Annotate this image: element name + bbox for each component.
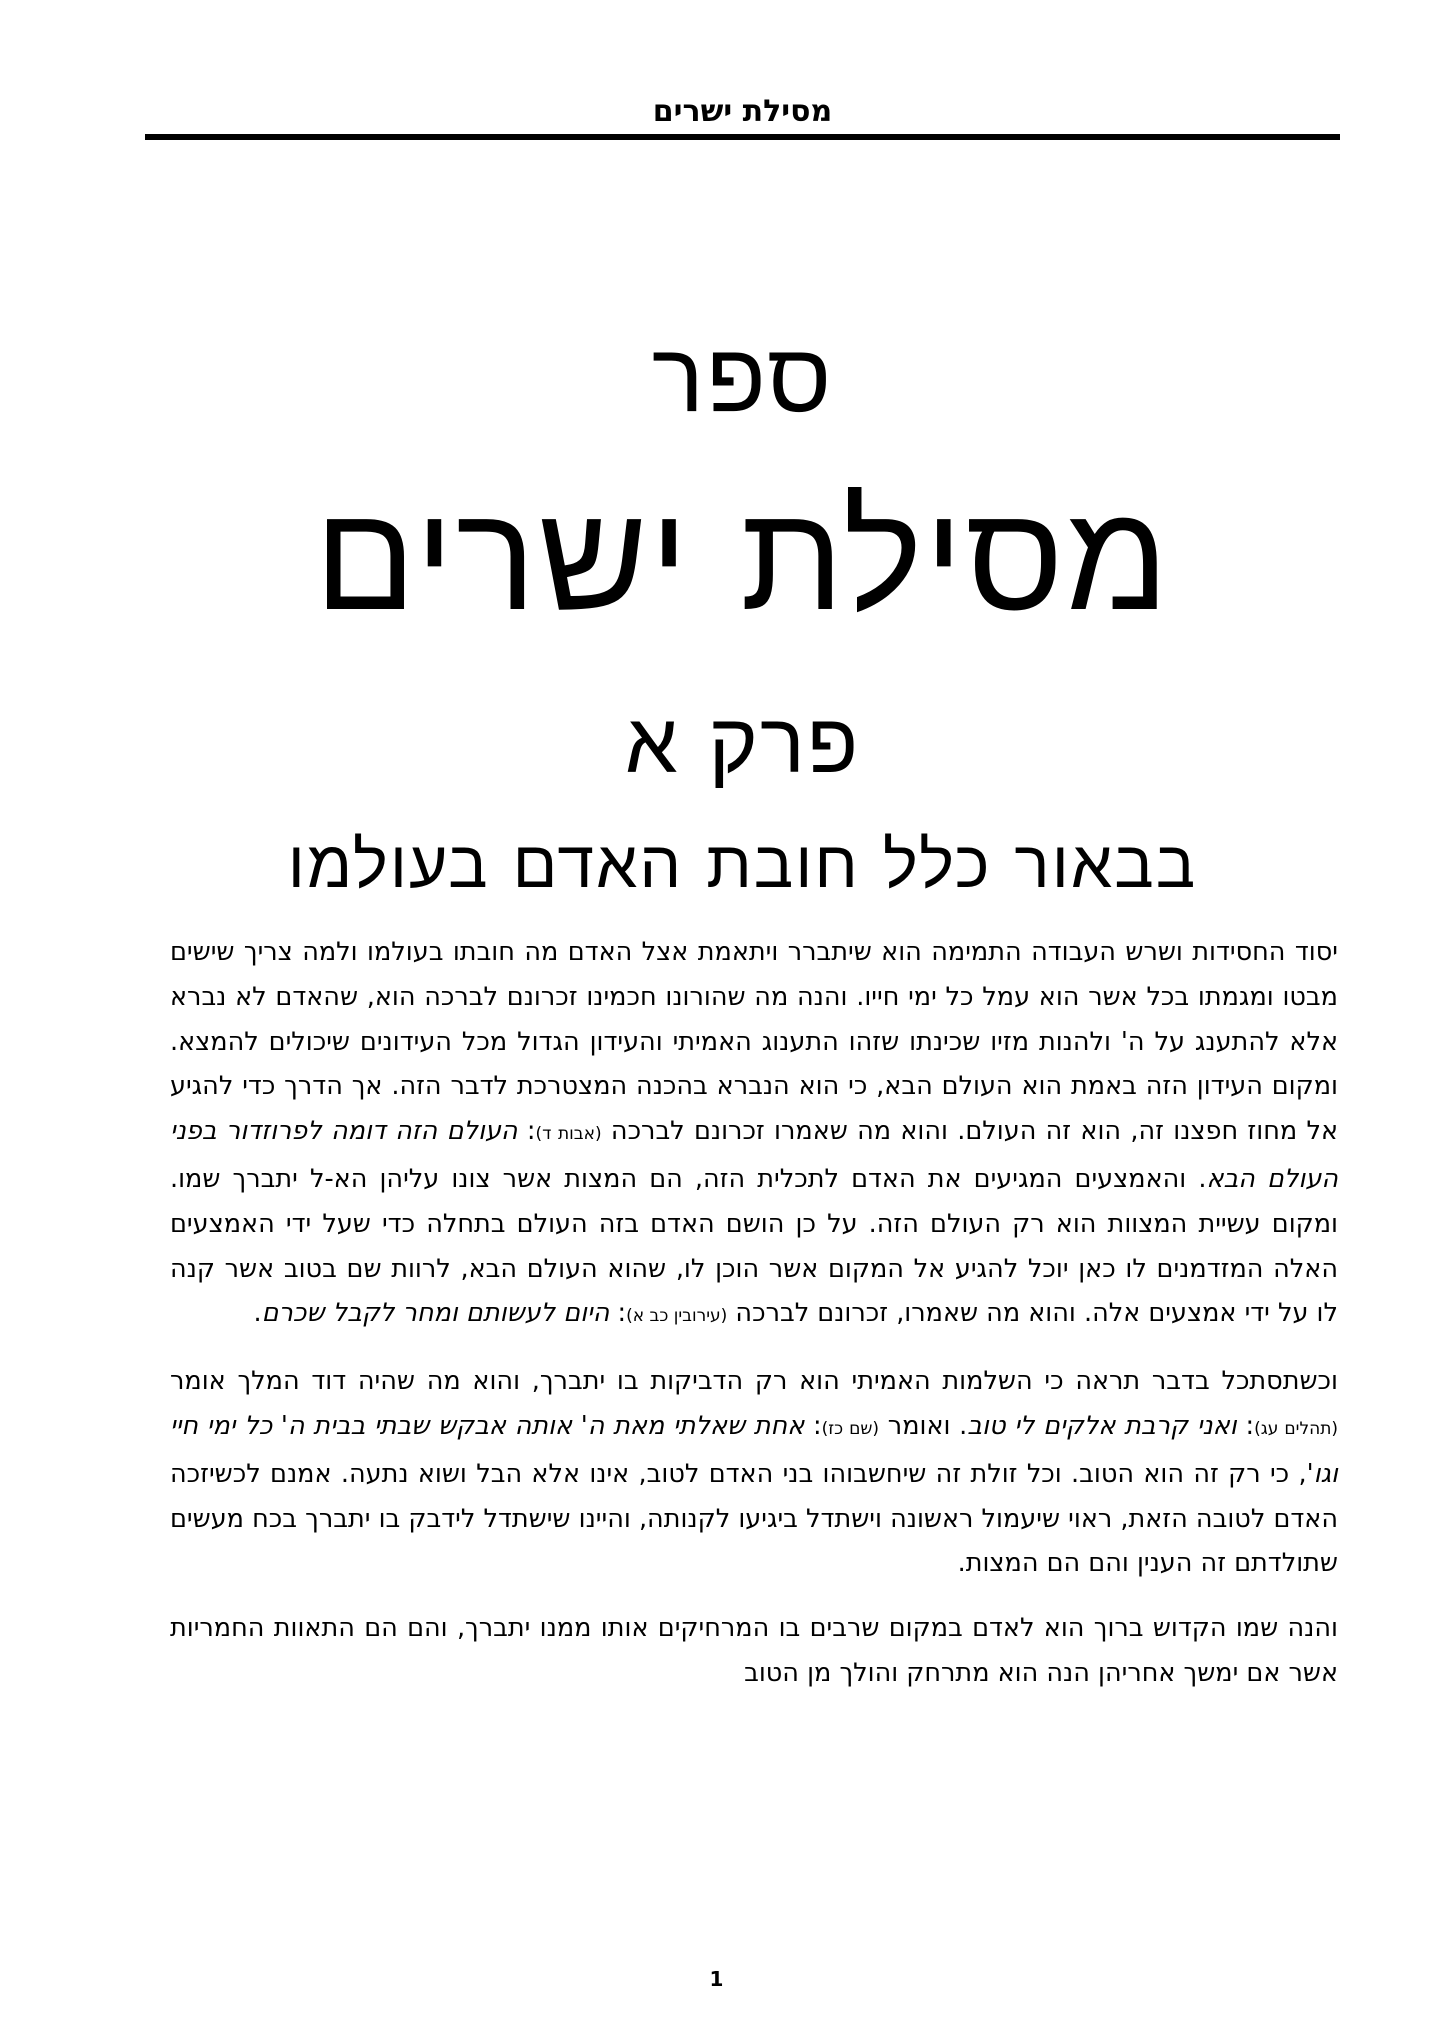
colon: : [1245,1410,1255,1441]
paragraph-3 [170,1606,1338,1696]
source-citation: (שם כז) [821,1418,880,1439]
source-citation: (עירובין כב א) [626,1306,728,1327]
quoted-text: העולם הזה דומה לפרוזדור בפני העולם הבא [170,1116,1338,1194]
sefer-label: ספר [651,321,834,435]
paragraph-1 [170,930,1338,1339]
quoted-text: אחת שאלתי מאת ה' אותה אבקש שבתי בבית ה' כל ימי חיי וגו' [170,1410,1338,1489]
quoted-text: ואני קרבת אלקים לי טוב [967,1410,1237,1441]
chapter-heading: פרק א [624,694,861,792]
book-title: מסילת ישרים [314,471,1171,645]
body-text [170,930,1338,1716]
paragraph-2-text-b: . ואומר [887,1410,968,1441]
paragraph-1-text-b: . והאמצעים המגיעים את האדם לתכלית הזה, הם המצות אשר צונו עליהן הא-ל יתברך שמו. ומקום עשיית המצוות הוא רק העולם הזה. על כן הושם האדם בזה העולם בתחלה כדי שעל ידי האמצעים האלה המזדמנים לו כאן יוכל להגיע אל המקום אשר הוכן לו, שהוא העולם הבא, לרוות שם בטוב אשר קנה לו על ידי אמצעים אלה. והוא מה שאמרו, זכרונם לברכה [170,1163,1338,1329]
paragraph-2 [170,1359,1338,1586]
header-rule [145,134,1340,140]
paragraph-3-text-a: והנה שמו הקדוש ברוך הוא לאדם במקום שרבים בו המרחיקים אותו ממנו יתברך, והם הם התאוות החמריות אשר אם ימשך אחריהן הנה הוא מתרחק והולך מן הטוב [170,1613,1338,1688]
running-header: מסילת ישרים [652,94,833,129]
source-citation: (תהלים עג) [1254,1418,1339,1439]
paragraph-1-text-a: יסוד החסידות ושרש העבודה התמימה הוא שיתברר ויתאמת אצל האדם מה חובתו בעולמו ולמה צריך שישים מבטו ומגמתו בכל אשר הוא עמל כל ימי חייו. והנה מה שהורונו חכמינו זכרונם לברכה הוא, שהאדם לא נברא אלא להתענג על ה' ולהנות מזיו שכינתו שזהו התענוג האמיתי והעידון הגדול מכל העידונים שיכולים להמצא. ומקום העידון הזה באמת הוא העולם הבא, כי הוא הנברא בהכנה המצטרכת לדבר הזה. אך הדרך כדי להגיע אל מחוז חפצנו זה, הוא זה העולם. והוא מה שאמרו זכרונם לברכה [170,937,1339,1147]
sentence-end: . [253,1298,262,1329]
source-citation: (אבות ד) [535,1124,602,1145]
paragraph-2-text-a: וכשתסתכל בדבר תראה כי השלמות האמיתי הוא רק הדביקות בו יתברך, והוא מה שהיה דוד המלך אומר [170,1366,1338,1397]
quoted-text: היום לעשותם ומחר לקבל שכרם [261,1298,610,1329]
page-number: 1 [709,1967,724,1991]
colon: : [812,1410,822,1441]
colon: : [526,1116,536,1147]
paragraph-2-text-c: , כי רק זה הוא הטוב. וכל זולת זה שיחשבוהו בני האדם לטוב, אינו אלא הבל ושוא נתעה. אמנם לכשיזכה האדם לטובה הזאת, ראוי שיעמול ראשונה וישתדל ביגיעו לקנותה, והיינו שישתדל לידבק בו יתברך בכח מעשים שתולדתם זה הענין והם הם המצות. [170,1458,1338,1579]
colon: : [617,1298,627,1329]
chapter-subtitle: בבאור כלל חובת האדם בעולמו [287,826,1198,903]
